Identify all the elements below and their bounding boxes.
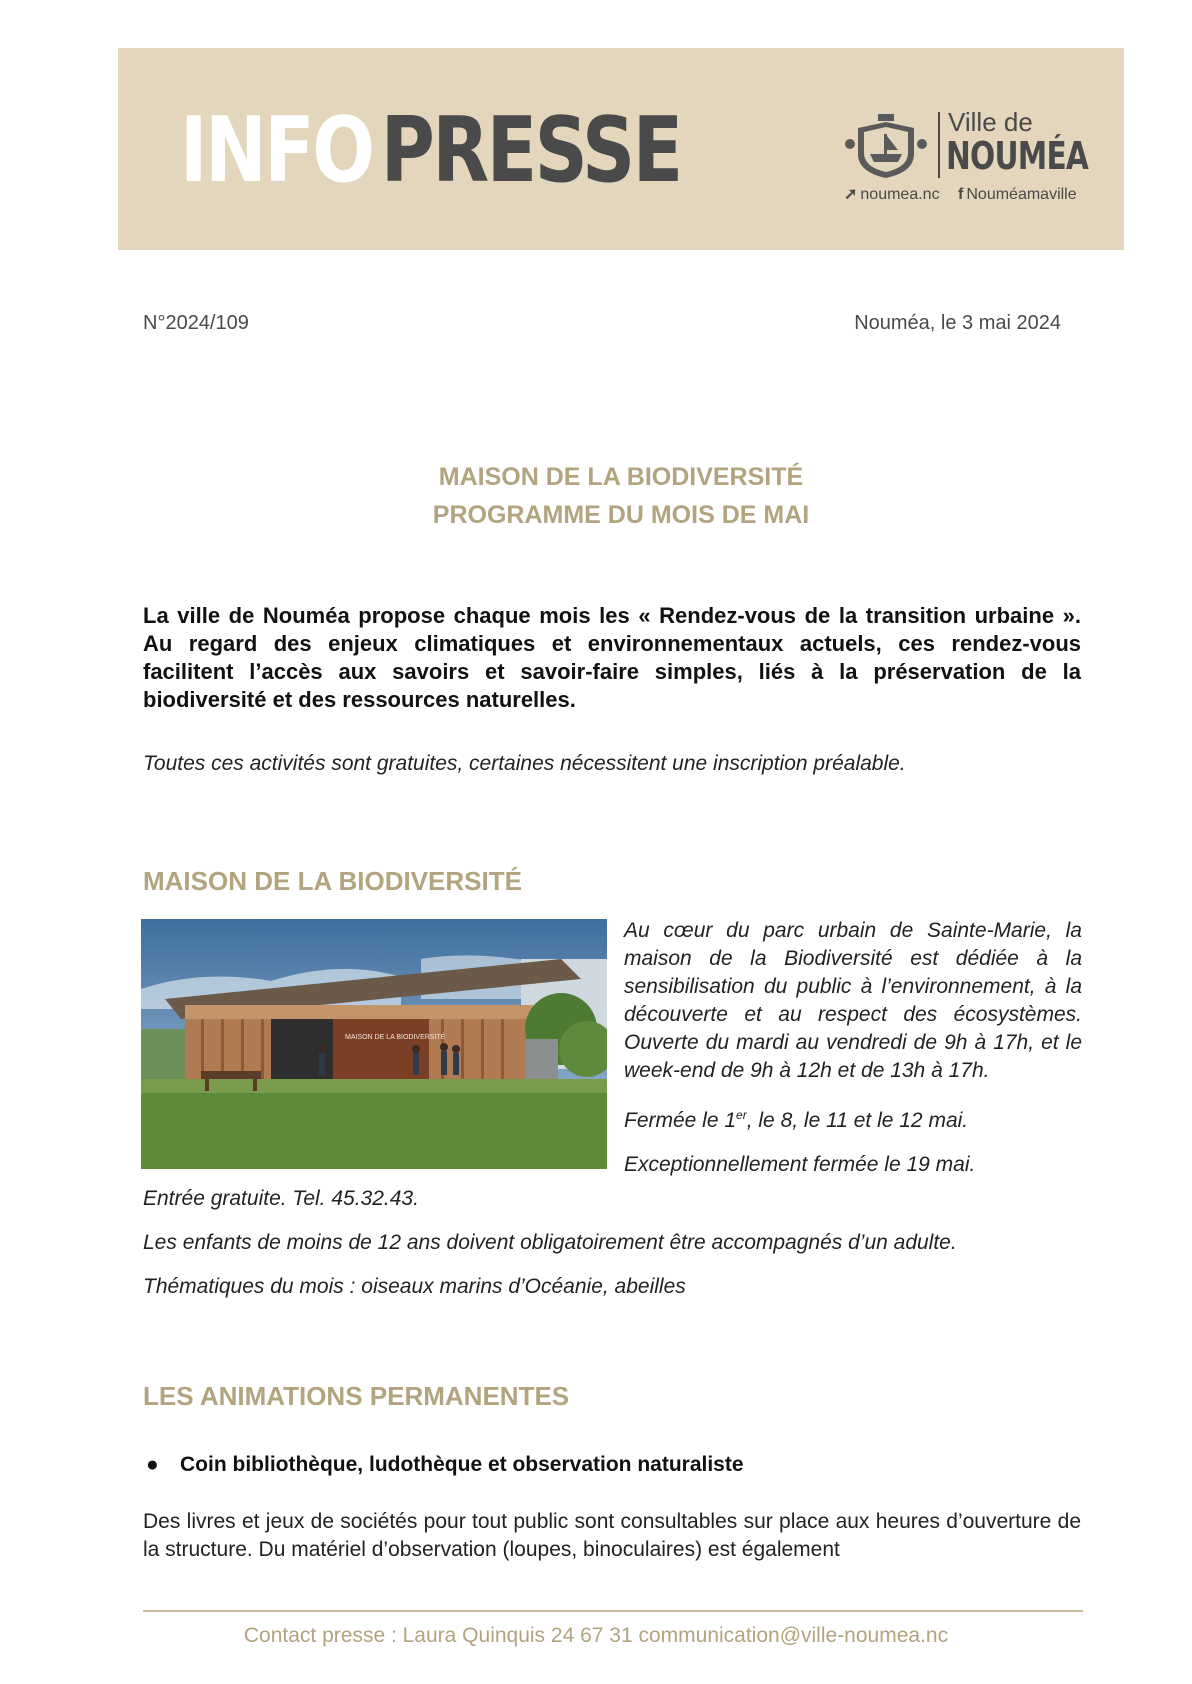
press-contact-footer: Contact presse : Laura Quinquis 24 67 31 communication@ville-noumea.nc <box>243 1624 949 1647</box>
header-banner <box>118 48 1124 250</box>
footer-divider <box>143 1610 1083 1612</box>
logo-city-name: NOUMÉA <box>946 134 1089 178</box>
logo-separator <box>938 112 940 178</box>
free-activities-note: Toutes ces activités sont gratuites, certaines nécessitent une inscription préalable. <box>143 752 906 775</box>
press-release-date: Nouméa, le 3 mai 2024 <box>854 312 1061 334</box>
noumea-crest-icon <box>844 114 928 180</box>
maison-intro-text: Au cœur du parc urbain de Sainte-Marie, la maison de la Biodiversité est dédiée à la sensibilisation du public à l’environnement, à la découverte et au respect des écosystèmes. Ouverte du mardi au vendredi de 9h à 17h, et le week-end de 9h à 12h et de 13h à 17h. <box>624 919 1082 1082</box>
photo-building-sign: MAISON DE LA BIODIVERSITÉ <box>345 1034 446 1041</box>
infopresse-wordmark <box>180 96 681 206</box>
intro-paragraph: La ville de Nouméa propose chaque mois les « Rendez-vous de la transition urbaine ». Au regard des enjeux climatiques et environnementaux actuels, ces rendez-vous facilitent l’accès aux savoirs et savoir-faire simples, liés à la préservation de la biodiversité et des ressources naturelles. <box>143 603 1081 712</box>
children-notice: Les enfants de moins de 12 ans doivent obligatoirement être accompagnés d’un adulte. <box>143 1231 957 1254</box>
maison-biodiversite-photo <box>141 919 607 1169</box>
closed-dates <box>624 1101 1082 1135</box>
entry-info: Entrée gratuite. Tel. 45.32.43. <box>143 1187 419 1210</box>
ville-de-noumea-logo <box>844 104 1089 204</box>
library-paragraph: Des livres et jeux de sociétés pour tout public sont consultables sur place aux heures d’ouverture de la structure. Du matériel d’observation (loupes, binoculaires) est également <box>143 1510 1081 1561</box>
bullet-item-label: Coin bibliothèque, ludothèque et observation naturaliste <box>180 1453 744 1476</box>
page-title <box>118 458 1124 534</box>
wordmark-info: INFO <box>180 98 373 203</box>
wordmark-presse: PRESSE <box>380 98 681 203</box>
website-link[interactable]: noumea.nc <box>860 186 940 203</box>
bullet-item-library <box>146 1453 744 1477</box>
logo-social-links <box>844 184 1077 204</box>
send-arrow-icon: ➚ <box>844 186 858 203</box>
exceptional-closure: Exceptionnellement fermée le 19 mai. <box>624 1153 976 1176</box>
press-release-number: N°2024/109 <box>143 312 249 334</box>
section-heading-maison: MAISON DE LA BIODIVERSITÉ <box>143 866 522 896</box>
facebook-icon: f <box>958 186 964 203</box>
closed-superscript: er <box>736 1108 747 1122</box>
section-heading-animations: LES ANIMATIONS PERMANENTES <box>143 1381 570 1411</box>
closed-suffix: , le 8, le 11 et le 12 mai. <box>746 1109 969 1132</box>
logo-ville-de: Ville de <box>948 107 1033 137</box>
title-line-1: MAISON DE LA BIODIVERSITÉ <box>438 463 804 491</box>
title-line-2: PROGRAMME DU MOIS DE MAI <box>432 501 810 529</box>
closed-prefix: Fermée le 1 <box>624 1109 737 1132</box>
facebook-link[interactable]: Nouméamaville <box>966 186 1077 203</box>
monthly-themes: Thématiques du mois : oiseaux marins d’Océanie, abeilles <box>143 1275 686 1298</box>
maison-description <box>624 917 1082 1195</box>
bullet-dot-icon: ● <box>146 1453 159 1476</box>
